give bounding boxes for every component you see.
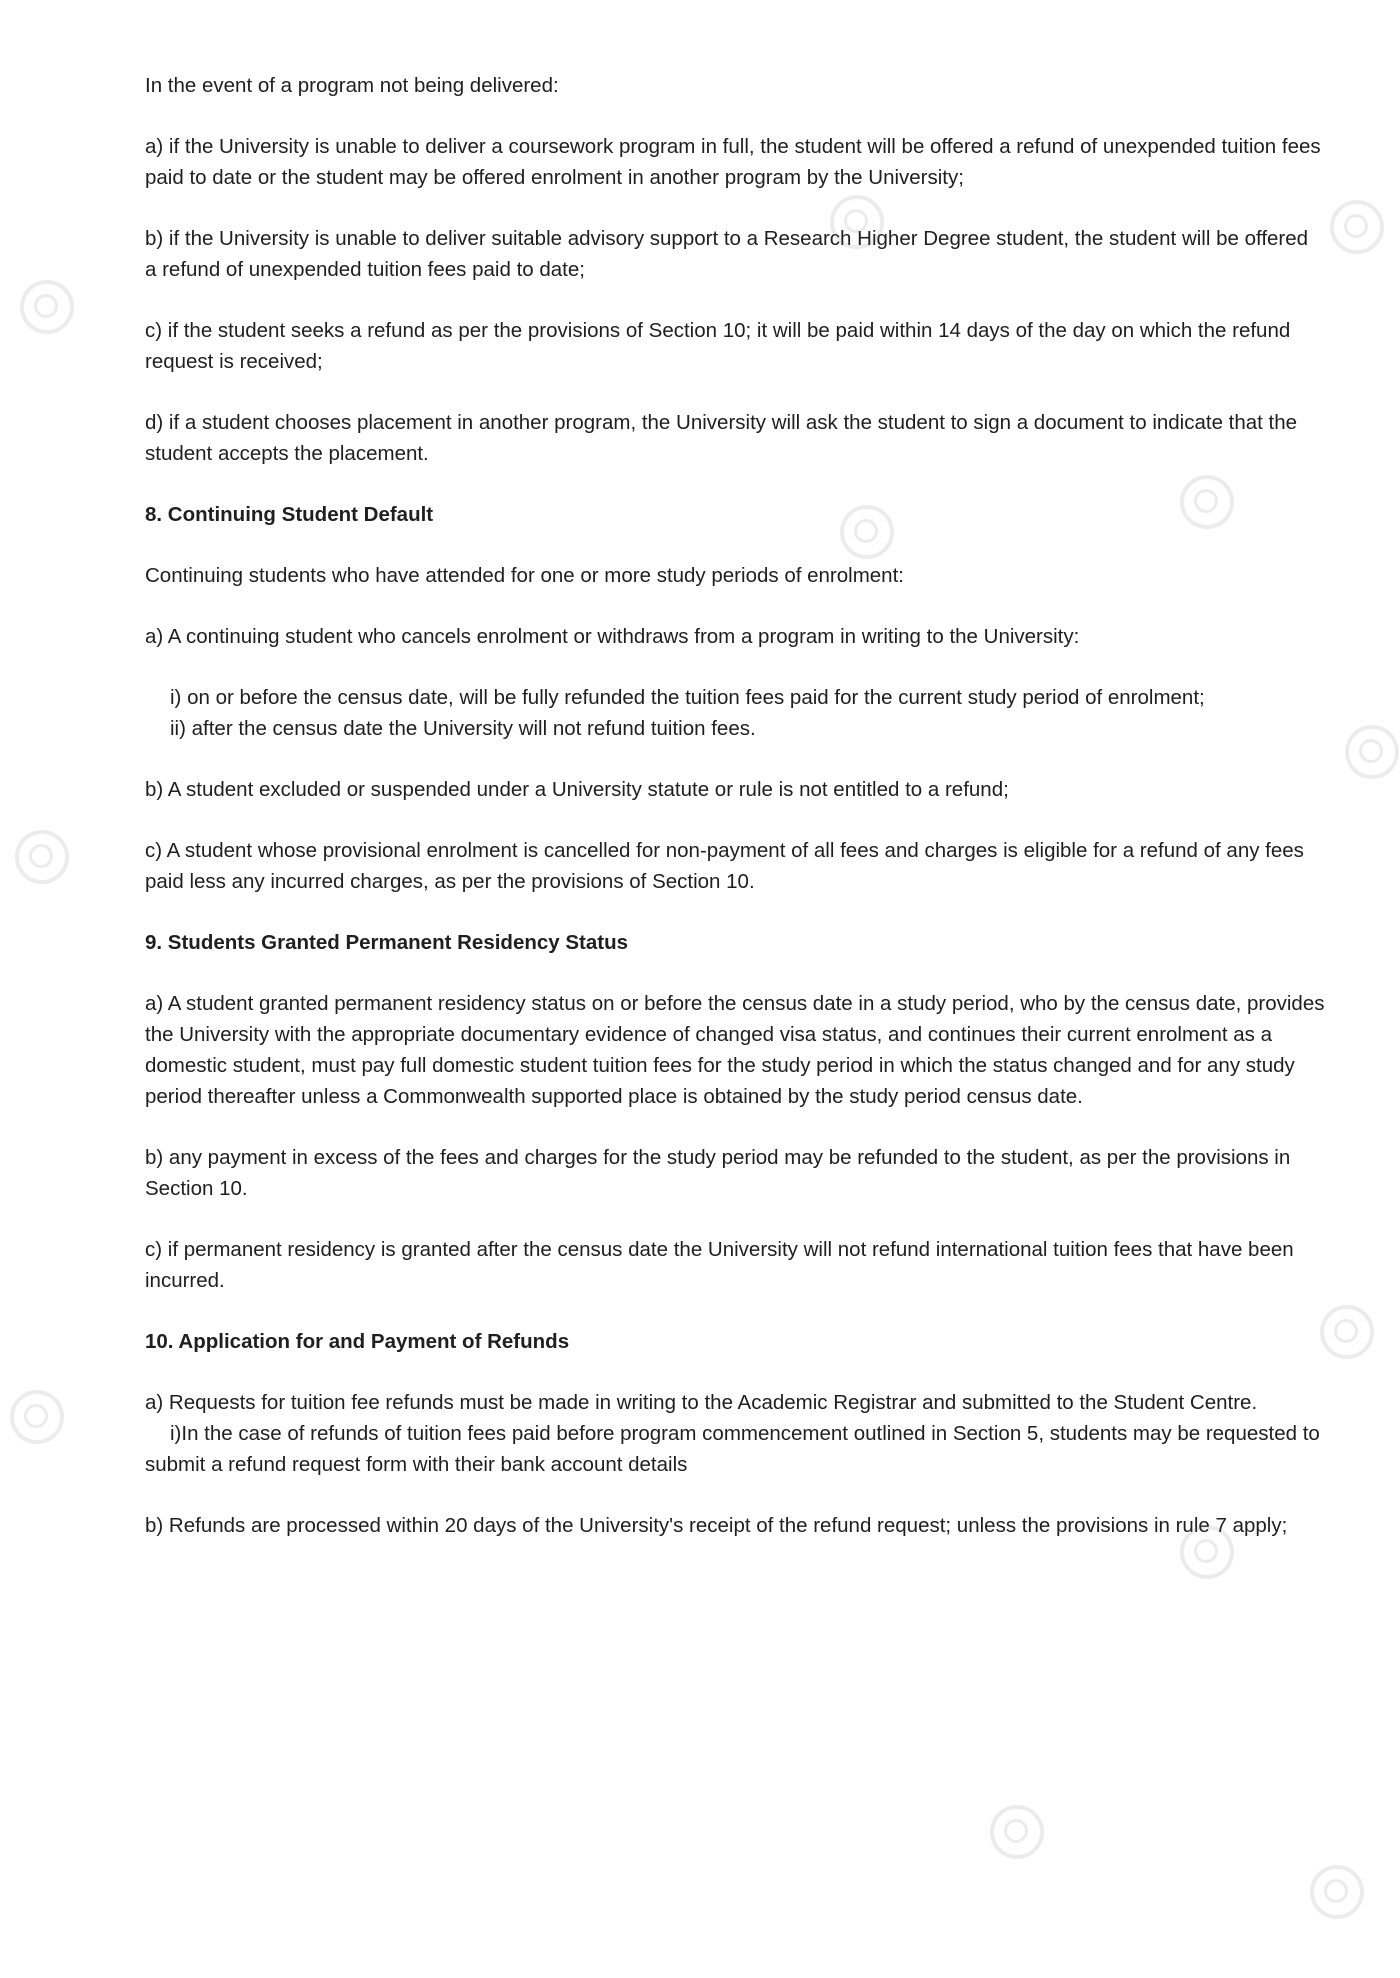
section-10-item-b: b) Refunds are processed within 20 days of the University's receipt of the refund request; unless the provisions in rule 7 apply; — [145, 1514, 1288, 1537]
section-9-item-c: c) if permanent residency is granted after the census date the University will not refund international tuition fees that have been incurred. — [145, 1238, 1294, 1292]
watermark-seal-icon — [990, 1805, 1044, 1859]
section-9-item-a: a) A student granted permanent residency status on or before the census date in a study period, who by the census date, provides the University with the appropriate documentary evidence of changed visa status, and continues their current enrolment as a domestic student, must pay full domestic student tuition fees for the study period in which the status changed and for any study period thereafter unless a Commonwealth supported place is obtained by the study period census date. — [145, 992, 1325, 1108]
section-7-item-a: a) if the University is unable to deliver a coursework program in full, the student will be offered a refund of unexpended tuition fees paid to date or the student may be offered enrolment in another program by the University; — [145, 135, 1321, 189]
watermark-seal-icon — [1345, 725, 1399, 779]
section-7-item-c: c) if the student seeks a refund as per the provisions of Section 10; it will be paid within 14 days of the day on which the refund request is received; — [145, 319, 1291, 373]
section-10-item-a: a) Requests for tuition fee refunds must be made in writing to the Academic Registrar and submitted to the Student Centre. — [145, 1391, 1258, 1414]
watermark-seal-icon — [20, 280, 74, 334]
section-10-heading: 10. Application for and Payment of Refunds — [145, 1330, 570, 1353]
section-7-item-b: b) if the University is unable to deliver suitable advisory support to a Research Higher Degree student, the student will be offered a refund of unexpended tuition fees paid to date; — [145, 227, 1309, 281]
section-8-item-a-ii: ii) after the census date the University will not refund tuition fees. — [170, 717, 756, 740]
section-8-heading: 8. Continuing Student Default — [145, 503, 434, 526]
section-8-item-a: a) A continuing student who cancels enrolment or withdraws from a program in writing to the University: — [145, 625, 1080, 648]
watermark-seal-icon — [1310, 1865, 1364, 1919]
section-8-item-a-i: i) on or before the census date, will be fully refunded the tuition fees paid for the current study period of enrolment; — [170, 686, 1205, 709]
section-9-item-b: b) any payment in excess of the fees and charges for the study period may be refunded to the student, as per the provisions in Section 10. — [145, 1146, 1291, 1200]
section-10-item-a-i: i)In the case of refunds of tuition fees paid before program commencement outlined in Section 5, students may be requested to submit a refund request form with their bank account details — [145, 1422, 1320, 1476]
section-9-heading: 9. Students Granted Permanent Residency Status — [145, 931, 629, 954]
section-7-intro: In the event of a program not being delivered: — [145, 74, 559, 97]
watermark-seal-icon — [15, 830, 69, 884]
watermark-seal-icon — [1320, 1305, 1374, 1359]
document-body — [145, 70, 1325, 1571]
section-8-item-c: c) A student whose provisional enrolment is cancelled for non-payment of all fees and charges is eligible for a refund of any fees paid less any incurred charges, as per the provisions of Section 10. — [145, 839, 1304, 893]
section-8-intro: Continuing students who have attended for one or more study periods of enrolment: — [145, 564, 904, 587]
section-8-item-b: b) A student excluded or suspended under a University statute or rule is not entitled to a refund; — [145, 778, 1009, 801]
watermark-seal-icon — [1330, 200, 1384, 254]
watermark-seal-icon — [10, 1390, 64, 1444]
section-7-item-d: d) if a student chooses placement in another program, the University will ask the student to sign a document to indicate that the student accepts the placement. — [145, 411, 1298, 465]
